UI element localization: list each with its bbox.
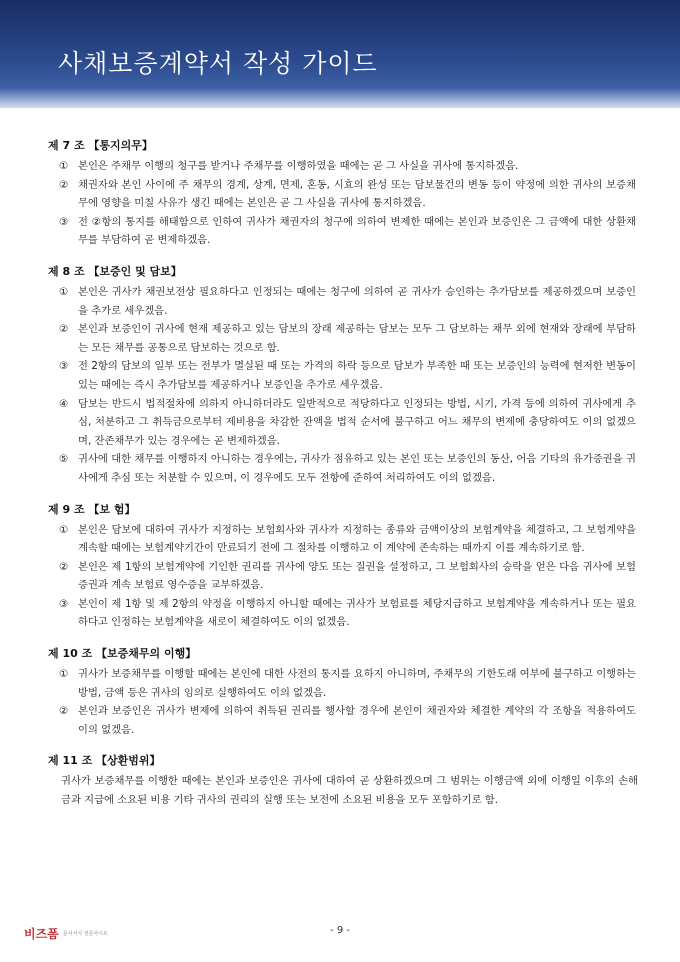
clause-item (48, 320, 638, 357)
logo-tagline: 문서서식 전문사이트 (62, 930, 108, 937)
clause-text: 전 ②항의 통지를 해태함으로 인하여 귀사가 채권자의 청구에 의하여 변제한 때에는 본인과 보증인은 그 금액에 대한 상환채무를 부담하여 곧 변제하겠음. (78, 215, 636, 247)
clause-item (48, 665, 638, 702)
clause-text: 전 2항의 담보의 일부 또는 전부가 멸실된 때 또는 가격의 하락 등으로 담보가 부족한 때 또는 보증인의 능력에 현저한 변동이 있는 때에는 즉시 추가담보를 제공하거나 보증인을 추가로 세우겠음. (78, 360, 636, 391)
clause-item (48, 357, 638, 394)
clause-number: ① (59, 523, 69, 536)
page-title: 사채보증계약서 작성 가이드 (58, 49, 378, 78)
clause-item (48, 283, 638, 320)
article-body: 귀사가 보증채무를 이행한 때에는 본인과 보증인은 귀사에 대하여 곧 상환하겠으며 그 범위는 이행금액 외에 이행일 이후의 손해금과 지급에 소요된 비용 기타 귀사의 권리의 실행 또는 보전에 소요된 비용을 모두 포함하기로 함. (61, 775, 638, 807)
clause-item (48, 176, 638, 213)
document-body (48, 138, 638, 824)
clause-item (48, 157, 638, 176)
article-title: 제 9 조 【보 험】 (48, 502, 136, 516)
clause-number: ③ (59, 597, 69, 610)
page-header (0, 0, 680, 108)
clause-number: ④ (59, 397, 69, 410)
article-section (48, 138, 638, 250)
clause-text: 본인이 제 1항 및 제 2항의 약정을 이행하지 아니할 때에는 귀사가 보험료를 체당지급하고 보험계약을 계속하거나 또는 필요하다고 인정하는 보험계약을 새로이 체결하여도 이의 없겠음. (78, 597, 636, 629)
article-section (48, 502, 638, 633)
clause-text: 채권자와 본인 사이에 주 채무의 경계, 상계, 면제, 혼동, 시효의 완성 또는 담보물건의 변동 등이 약정에 의한 귀사의 보증채무에 영향을 미칠 사유가 생긴 때에는 본인은 곧 그 사실을 귀사에 통지하겠음. (78, 178, 636, 210)
article-title: 제 7 조 【통지의무】 (48, 139, 153, 152)
clause-number: ③ (59, 215, 69, 228)
clause-text: 본인은 담보에 대하여 귀사가 지정하는 보험회사와 귀사가 지정하는 종류와 금액이상의 보험계약을 체결하고, 그 보험계약을 계속할 때에는 보험계약기간이 만료되기 전에 그 절차를 이행하고 이 계약에 존속하는 때까지 이를 계속하기로 함. (78, 523, 636, 555)
header-gradient-band (0, 88, 680, 108)
article-title: 제 8 조 【보증인 및 담보】 (48, 264, 182, 278)
clause-item (48, 595, 638, 632)
clause-item (48, 213, 638, 250)
article-section (48, 753, 638, 809)
clause-number: ① (59, 668, 69, 681)
clause-item (48, 395, 638, 451)
clause-text: 담보는 반드시 법적절차에 의하지 아니하더라도 일반적으로 적당하다고 인정되는 방법, 시기, 가격 등에 의하여 귀사에게 추심, 처분하고 그 취득금으로부터 제비용을 차감한 잔액을 법적 순서에 불구하고 어느 채무의 변제에 충당하여도 이의 없겠으며, 잔존채무가 있는 경우에는 곧 변제하겠음. (78, 397, 636, 447)
logo-wordmark: 비즈폼 (24, 927, 59, 941)
clause-number: ③ (59, 360, 69, 373)
clause-text: 본인과 보증인이 귀사에 현재 제공하고 있는 담보의 장래 제공하는 담보는 모두 그 담보하는 채무 외에 현재와 장래에 부담하는 모든 채무를 공통으로 담보하는 것으로 함. (78, 323, 636, 354)
clause-text: 본인은 제 1항의 보험계약에 기인한 권리를 귀사에 양도 또는 질권을 설정하고, 그 보험회사의 승락을 얻은 다음 귀사에 보험증권과 계속 보험료 영수증을 교부하겠음. (78, 560, 636, 592)
clause-number: ① (59, 160, 69, 172)
clause-text: 귀사가 보증채무를 이행할 때에는 본인에 대한 사전의 통지를 요하지 아니하며, 주채무의 기한도래 여부에 불구하고 이행하는 방법, 금액 등은 귀사의 임의로 실행하여도 이의 없겠음. (78, 668, 636, 699)
clause-text: 본인과 보증인은 귀사가 변제에 의하여 취득된 권리를 행사할 경우에 본인이 채권자와 체결한 계약의 각 조항을 적용하여도 이의 없겠음. (78, 705, 636, 736)
article-title: 제 11 조 【상환범위】 (48, 754, 161, 768)
clause-text: 귀사에 대한 채무를 이행하지 아니하는 경우에는, 귀사가 점유하고 있는 본인 또는 보증인의 동산, 어음 기타의 유가증권을 귀사에게 추심 또는 처분할 수 있으며, 이 경우에도 모두 전항에 준하여 처리하여도 이의 없겠음. (78, 453, 636, 484)
clause-item (48, 450, 638, 487)
clause-item (48, 521, 638, 558)
article-section (48, 646, 638, 739)
clause-item (48, 558, 638, 595)
clause-number: ② (59, 560, 69, 573)
clause-item (48, 702, 638, 739)
clause-text: 본인은 귀사가 채권보전상 필요하다고 인정되는 때에는 청구에 의하여 곧 귀사가 승인하는 추가담보를 제공하겠으며 보증인을 추가로 세우겠음. (78, 285, 636, 317)
clause-number: ② (59, 178, 69, 191)
clause-number: ⑤ (59, 453, 69, 466)
clause-number: ② (59, 705, 69, 718)
article-title: 제 10 조 【보증채무의 이행】 (48, 647, 197, 661)
clause-number: ② (59, 323, 69, 336)
article-section (48, 264, 638, 488)
page-number: - 9 - (330, 925, 350, 936)
clause-number: ① (59, 285, 69, 298)
clause-text: 본인은 주채무 이행의 청구를 받거나 주채무를 이행하였을 때에는 곧 그 사실을 귀사에 통지하겠음. (78, 160, 519, 172)
